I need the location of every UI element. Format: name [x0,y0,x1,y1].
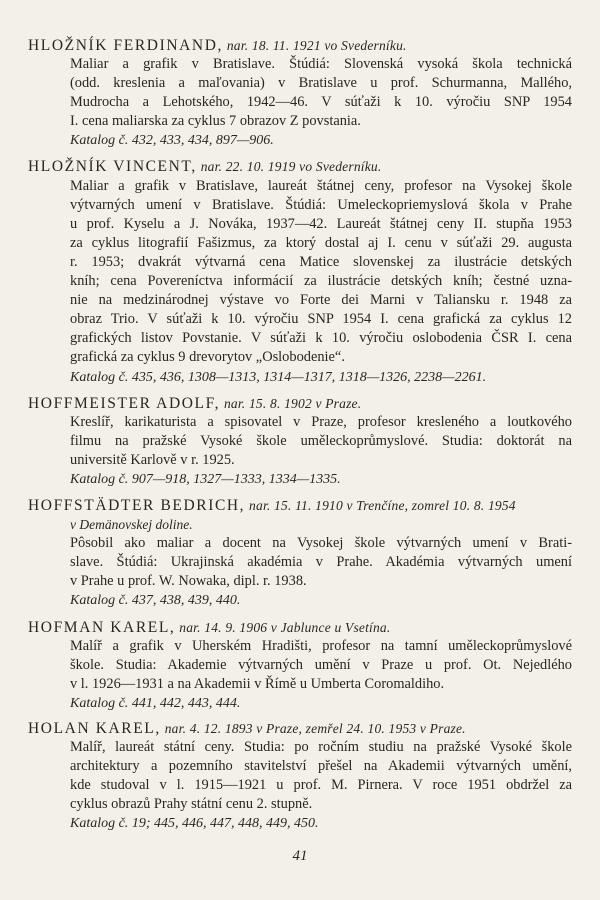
entry-text-line: v l. 1926—1931 a na Akademii v Římě u Umberta Coromaldiho. [70,676,445,692]
entry-text-line: kníh; cena Povereníctva informácií za ilustrácie detských kníh; čestné uzna- [70,273,572,289]
entry-text-line: výtvarných umení v Bratislave. Štúdiá: Umeleckopriemyslová škola v Prahe [70,197,572,213]
entry-text-line: grafických listov Povstanie. V súťaži k 10. výročiu oslobodenia ČSR I. cena [70,330,572,346]
entry-text-line: grafická za cyklus 9 drevorytov „Oslobodenie“. [70,349,345,365]
entry-text-line: slave. Štúdiá: Ukrajinská akadémia v Prahe. Akadémia výtvarných umení [70,554,572,570]
entry-katalog: Katalog č. 437, 438, 439, 440. [70,593,241,608]
entry-dates: nar. 18. 11. 1921 vo Svederníku. [226,38,407,53]
entry-text-line: Maliar a grafik v Bratislave. Štúdiá: Slovenská vysoká škola technická [70,56,572,72]
entry-text-line: cyklus obrazů Prahy státní cenu 2. stupně. [70,796,313,812]
entry-name: HOLAN KAREL, [28,720,161,737]
entry-heading [28,496,578,515]
entry-text-line: (odd. kreslenia a maľovania) v Bratislave u prof. Schurmanna, Mallého, [70,75,572,91]
entry-katalog: Katalog č. 19; 445, 446, 447, 448, 449, 450. [70,816,319,831]
entry-name: HOFMAN KAREL, [28,619,176,636]
entry-text-line: Mudrocha a Lehotského, 1942—46. V súťaži k 10. výročiu SNP 1954 [70,94,572,110]
entry-text-line: za cyklus litografií Fašizmus, za ktorý dostal aj I. cenu v súťaži 29. augusta [70,235,572,251]
entry-text-line: Malíř, laureát státní ceny. Studia: po ročním studiu na pražské Vysoké škole [70,739,572,755]
entry-dates-continued: v Demänovskej doline. [70,517,193,532]
entry-katalog: Katalog č. 432, 433, 434, 897—906. [70,133,274,148]
entry-text-line: u prof. Kyselu a J. Nováka, 1937—42. Laureát štátnej ceny II. stupňa 1953 [70,216,572,232]
entry-text-line: Pôsobil ako maliar a docent na Vysokej škole výtvarných umení v Brati- [70,535,572,551]
entry-name: HOFFSTÄDTER BEDRICH, [28,497,246,514]
entry-dates: nar. 4. 12. 1893 v Praze, zemřel 24. 10. 1953 v Praze. [164,721,466,736]
entry-text-line: v Prahe u prof. W. Nowaka, dipl. r. 1938. [70,573,307,589]
entry-text-line: universitě Karlově v r. 1925. [70,452,235,468]
entry-text-line: obraz Trio. V súťaži k 10. výročiu SNP 1954 I. cena grafická za cyklus 12 [70,311,572,327]
entry-katalog: Katalog č. 441, 442, 443, 444. [70,696,241,711]
entry-text-line: r. 1953; dvakrát výtvarná cena Matice slovenskej za ilustrácie detských [70,254,572,270]
entry-text-line: Maliar a grafik v Bratislave, laureát štátnej ceny, profesor na Vysokej škole [70,178,572,194]
entry-name: HLOŽNÍK FERDINAND, [28,37,223,54]
entry-dates: nar. 15. 11. 1910 v Trenčíne, zomrel 10. 8. 1954 [249,498,516,513]
entry-text-line: nie na medzinárodnej výstave vo Forte dei Marni v Taliansku r. 1948 za [70,292,572,308]
entry-text-line: filmu na pražské Vysoké škole uměleckoprůmyslové. Studia: doktorát na [70,433,572,449]
entry-text-line: I. cena maliarska za cyklus 7 obrazov Z povstania. [70,113,361,129]
entry-text-line: kde studoval v l. 1915—1921 u prof. M. Pirnera. V roce 1951 obdržel za [70,777,572,793]
entry-heading [28,36,578,55]
entry-dates: nar. 15. 8. 1902 v Praze. [223,396,362,411]
entry-katalog: Katalog č. 435, 436, 1308—1313, 1314—1317, 1318—1326, 2238—2261. [70,370,487,385]
page-number: 41 [292,848,308,864]
entry-text-line: Malíř a grafik v Uherském Hradišti, profesor na tamní uměleckoprůmyslové [70,638,572,654]
entry-name: HOFFMEISTER ADOLF, [28,395,221,412]
entry-katalog: Katalog č. 907—918, 1327—1333, 1334—1335. [70,472,341,487]
entry-text-line: škole. Studia: Akademie výtvarných umění v Praze u prof. Ot. Nejedlého [70,657,572,673]
entry-dates: nar. 22. 10. 1919 vo Svederníku. [200,159,382,174]
entry-heading [28,618,578,637]
entry-heading [28,157,578,176]
entry-heading [28,719,578,738]
entry-text-line: Kreslíř, karikaturista a spisovatel v Praze, profesor kresleného a loutkového [70,414,572,430]
entry-dates: nar. 14. 9. 1906 v Jablunce u Vsetína. [179,620,391,635]
entry-text-line: architektury a pozemního stavitelství přešel na Akademii výtvarných umění, [70,758,572,774]
entry-heading [28,394,578,413]
entry-name: HLOŽNÍK VINCENT, [28,158,197,175]
